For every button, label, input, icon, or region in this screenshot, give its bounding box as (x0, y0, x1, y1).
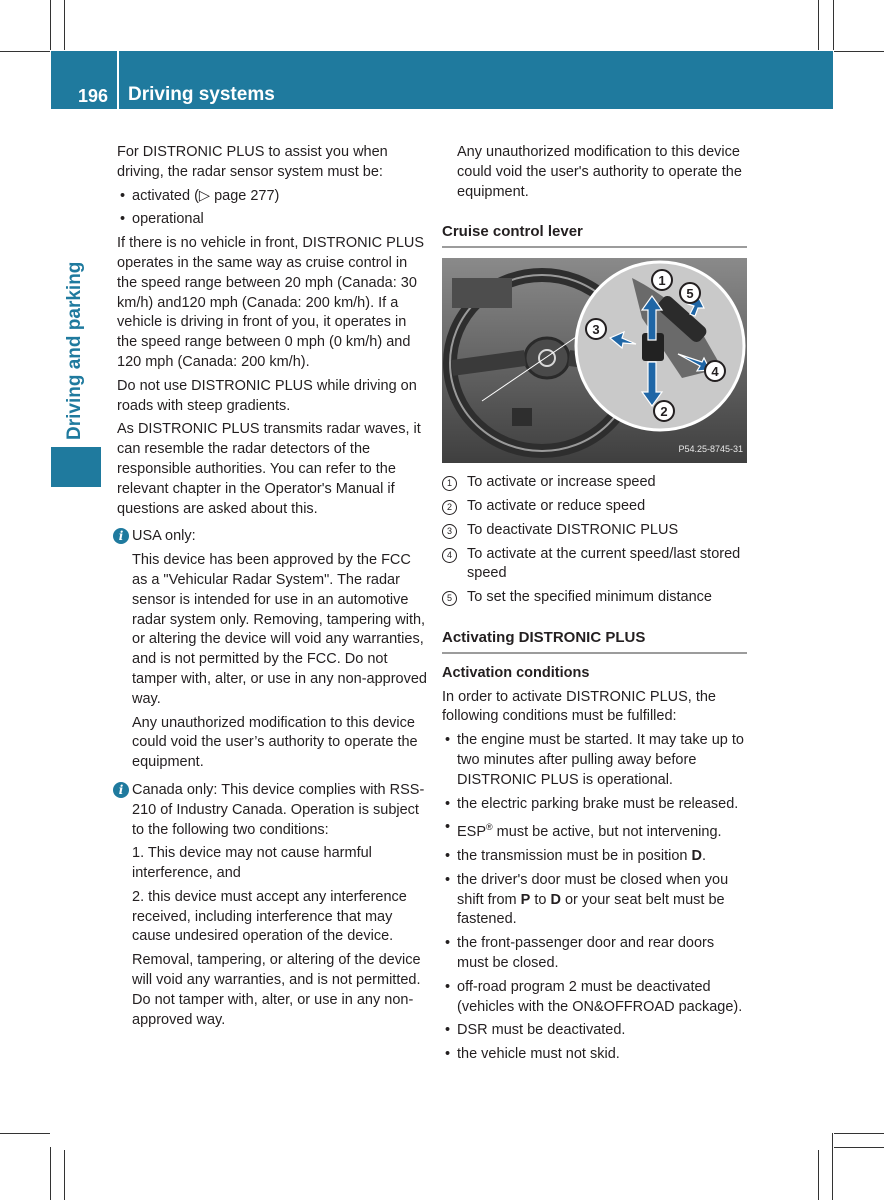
crop-mark (64, 1150, 65, 1200)
header-divider (117, 51, 119, 109)
section-heading: Cruise control lever (442, 222, 747, 248)
registered-mark: ® (486, 822, 493, 833)
lever-item (442, 545, 747, 585)
callout-3 (586, 319, 606, 339)
gear-p: P (520, 891, 531, 908)
callout-label: 3 (592, 322, 600, 338)
info-note-usa (117, 527, 427, 773)
callout-label: 5 (686, 286, 694, 302)
callout-4 (705, 361, 725, 381)
paragraph-gradients: Do not use DISTRONIC PLUS while driving on roads with steep gradients. (117, 377, 417, 414)
lever-item-text: To activate at the current speed/last stored speed (467, 545, 741, 582)
number-circle: 1 (442, 476, 457, 491)
number-circle: 4 (442, 548, 457, 563)
subheading: Activation conditions (442, 664, 590, 681)
right-column (442, 143, 747, 1069)
info-title: USA only: (132, 528, 196, 545)
lever-item-text: To set the specified minimum distance (467, 589, 712, 606)
list-item (442, 818, 747, 843)
info-condition: 2. this device must accept any interference received, including interference that may cause undesired operation of the device. (132, 888, 407, 945)
list-item (442, 871, 747, 930)
info-title: Canada only: This device complies with RSS-210 of Industry Canada. Operation is subject to the following two conditions: (132, 781, 425, 838)
paragraph-radar: As DISTRONIC PLUS transmits radar waves, it can resemble the radar detectors of the responsible authorities. You can refer to the relevant chapter in the Operator's Manual if questions are asked about this. (117, 421, 421, 517)
callout-label: 1 (658, 273, 666, 289)
list-item: • the front-passenger door and rear doors must be closed. (442, 934, 747, 974)
list-item (442, 847, 747, 867)
section-title: Driving systems (128, 84, 275, 105)
callout-2 (654, 401, 674, 421)
door-text-end: or your seat belt must be fastened. (457, 891, 725, 928)
crop-mark (818, 0, 819, 50)
crop-mark (0, 1133, 50, 1134)
lever-item (442, 473, 747, 493)
list-item: • the vehicle must not skid. (442, 1045, 747, 1065)
figure-code: P54.25-8745-31 (678, 444, 743, 455)
info-paragraph: Any unauthorized modification to this device could void the user’s authority to operate the equipment. (132, 714, 418, 771)
number-circle: 2 (442, 500, 457, 515)
info-icon: i (113, 782, 129, 798)
lever-item (442, 521, 747, 541)
continued-paragraph: Any unauthorized modification to this device could void the user's authority to operate the equipment. (457, 144, 742, 200)
esp-text: ESP (457, 824, 487, 841)
lever-item-text: To activate or reduce speed (467, 497, 646, 514)
crop-mark (834, 51, 884, 52)
callout-1 (652, 270, 672, 290)
lever-item (442, 497, 747, 517)
door-to: to (530, 891, 551, 908)
number-circle: 3 (442, 524, 457, 539)
crop-mark (832, 1133, 833, 1200)
crop-mark (64, 0, 65, 50)
list-item: • DSR must be deactivated. (442, 1021, 747, 1041)
info-paragraph: This device has been approved by the FCC as a "Vehicular Radar System". The radar sensor is intended for use in an automotive radar system only. Removing, tampering with, or altering the device will void any warranties, and is not permitted by the FCC. Do not tamper with, alter, or use in any non-approved way. (132, 552, 427, 707)
cruise-control-figure (442, 258, 747, 463)
lever-item-text: To deactivate DISTRONIC PLUS (467, 521, 679, 538)
side-tab-block (51, 447, 101, 487)
crop-mark (818, 1150, 819, 1200)
info-icon: i (113, 528, 129, 544)
section-heading: Activating DISTRONIC PLUS (442, 628, 747, 654)
page-number: 196 (78, 86, 109, 106)
list-item: • the electric parking brake must be released. (442, 795, 747, 815)
lever-item (442, 588, 747, 608)
door-text: the driver's door must be closed when you shift from (457, 871, 729, 908)
gear-d: D (550, 891, 561, 908)
trans-text: the transmission must be in position (457, 847, 692, 864)
list-item: • the engine must be started. It may take up to two minutes after pulling away before DISTRONIC PLUS is operational. (442, 731, 747, 790)
list-item: • activated (▷ page 277) (117, 187, 427, 207)
side-tab-label: Driving and parking (64, 261, 85, 440)
callout-5 (680, 283, 700, 303)
info-note-canada (117, 781, 427, 1031)
crop-mark (833, 0, 834, 50)
esp-text-rest: must be active, but not intervening. (492, 824, 722, 841)
paragraph-speed-range: If there is no vehicle in front, DISTRONIC PLUS operates in the same way as cruise control in the speed range between 20 mph (Canada: 30 km/h) and120 mph (Canada: 200 km/h). If a vehicle is driving in front of you, it operates in the speed range between 0 mph (0 km/h) and 120 mph (Canada: 200 km/h). (117, 235, 425, 370)
crop-mark (50, 1147, 51, 1200)
crop-mark (0, 51, 50, 52)
info-condition: 1. This device may not cause harmful interference, and (132, 845, 372, 882)
trans-text-end: . (702, 847, 707, 864)
list-item: • operational (117, 210, 427, 230)
left-column (117, 143, 427, 1038)
callout-label: 4 (711, 364, 719, 380)
info-paragraph: Removal, tampering, or altering of the device will void any warranties, and is not permitted. Do not tamper with, alter, or use in any non-approved way. (132, 952, 421, 1028)
intro-paragraph: For DISTRONIC PLUS to assist you when driving, the radar sensor system must be: (117, 144, 388, 180)
callout-label: 2 (660, 404, 668, 420)
figure-callouts (442, 258, 747, 463)
conditions-intro: In order to activate DISTRONIC PLUS, the following conditions must be fulfilled: (442, 688, 716, 725)
crop-mark (50, 0, 51, 50)
lever-item-text: To activate or increase speed (467, 474, 656, 491)
list-item: • off-road program 2 must be deactivated (vehicles with the ON&OFFROAD package). (442, 978, 747, 1018)
number-circle: 5 (442, 591, 457, 606)
gear-d: D (691, 847, 703, 864)
crop-mark (834, 1147, 884, 1148)
crop-mark (834, 1133, 884, 1134)
